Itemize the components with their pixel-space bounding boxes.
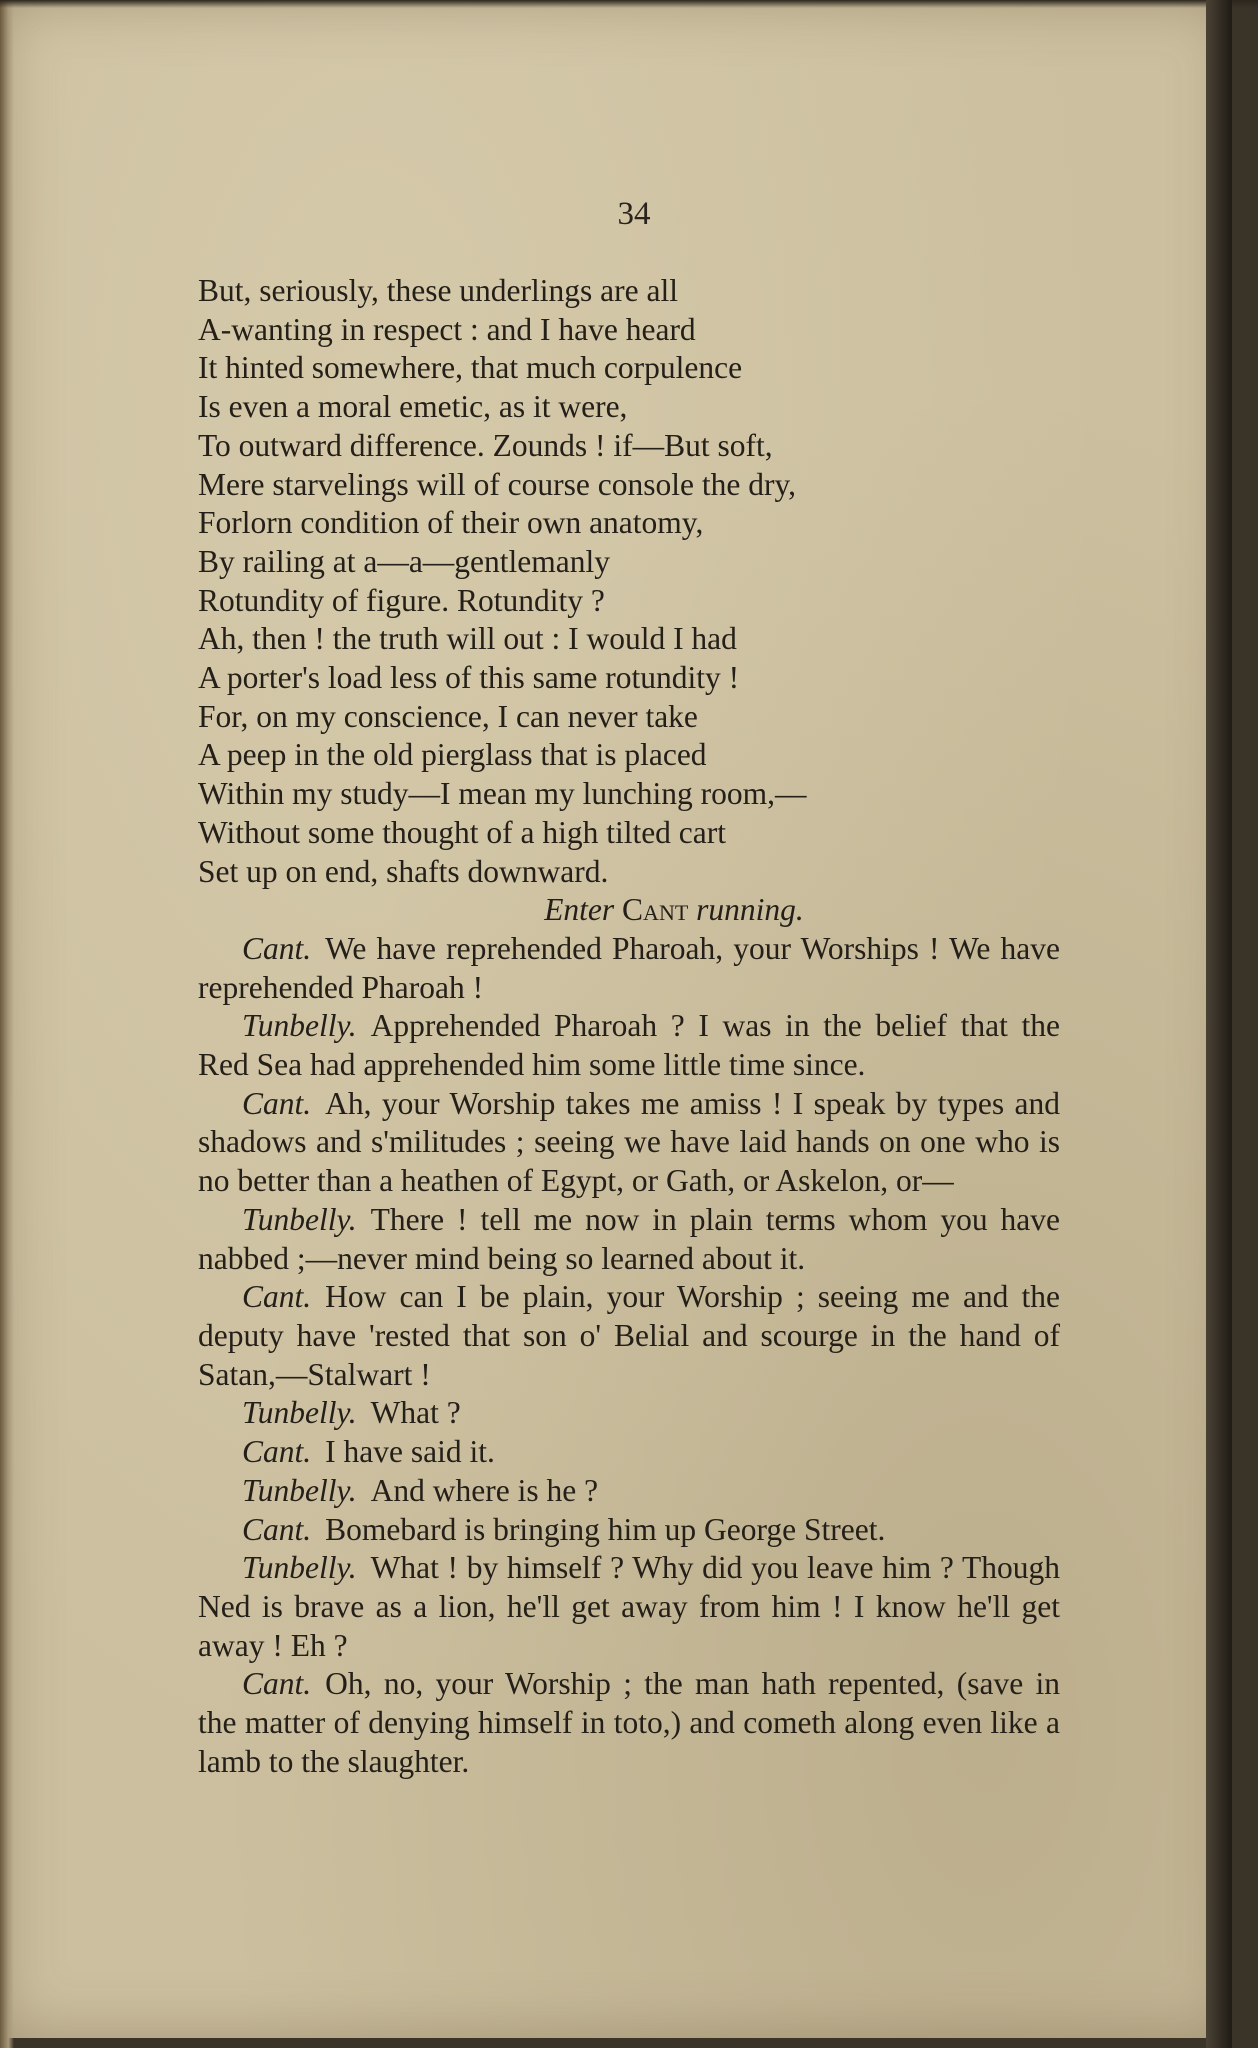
- speaker-name: Cant.: [242, 1434, 312, 1470]
- speech-paragraph: [198, 1433, 1060, 1472]
- speech-paragraph: [198, 1201, 1060, 1278]
- speaker-name: Tunbelly.: [242, 1008, 357, 1044]
- verse-line: But, seriously, these underlings are all: [198, 273, 678, 308]
- speaker-name: Cant.: [242, 1085, 312, 1121]
- page-text: [198, 272, 1060, 1781]
- speech-paragraph: [198, 1511, 1060, 1550]
- speech-paragraph: [198, 1472, 1060, 1511]
- speech-text: What ?: [370, 1395, 461, 1431]
- speech-text: Apprehended Pharoah ? I was in the belief that the Red Sea had apprehended him some little time since.: [198, 1008, 1060, 1083]
- speech-text: And where is he ?: [370, 1472, 599, 1508]
- speaker-name: Cant.: [242, 1279, 312, 1315]
- speech-paragraph: [198, 1394, 1060, 1433]
- verse-line: Mere starvelings will of course console the dry,: [198, 466, 797, 502]
- speaker-name: Cant.: [242, 1666, 312, 1702]
- speaker-name: Cant.: [242, 930, 312, 966]
- speech-paragraph: [198, 930, 1060, 1007]
- speaker-name: Tunbelly.: [242, 1550, 357, 1586]
- stage-direction: [198, 891, 1060, 930]
- speech-paragraph: [198, 1278, 1060, 1394]
- speech-text: Bomebard is bringing him up George Street.: [325, 1511, 886, 1547]
- speech-text: Ah, your Worship takes me amiss ! I speak by types and shadows and s'militudes ; seeing we have laid hands on one who is no better than a heathen of Egypt, or Gath, or Askelon, or—: [198, 1085, 1060, 1199]
- verse-line: Is even a moral emetic, as it were,: [198, 389, 628, 425]
- verse-line: A-wanting in respect : and I have heard: [198, 311, 696, 347]
- verse-line: By railing at a—a—gentlemanly: [198, 543, 611, 579]
- verse-line: Set up on end, shafts downward.: [198, 853, 609, 889]
- stage-direction-enter: Enter: [544, 892, 615, 928]
- stage-direction-character: Cant: [622, 892, 689, 928]
- verse-line: Without some thought of a high tilted cart: [198, 814, 727, 850]
- verse-line: Within my study—I mean my lunching room,—: [198, 776, 807, 812]
- verse-block: [198, 272, 1060, 891]
- speech-text: What ! by himself ? Why did you leave him ? Though Ned is brave as a lion, he'll get away from him ! I know he'll get away ! Eh ?: [198, 1550, 1060, 1663]
- verse-line: To outward difference. Zounds ! if—But soft,: [198, 427, 773, 463]
- verse-line: Ah, then ! the truth will out : I would I had: [198, 621, 737, 657]
- speech-paragraph: [198, 1007, 1060, 1084]
- speech-text: I have said it.: [325, 1434, 495, 1470]
- speaker-name: Cant.: [242, 1511, 312, 1547]
- speaker-name: Tunbelly.: [242, 1395, 357, 1431]
- speaker-name: Tunbelly.: [242, 1472, 357, 1508]
- speech-paragraph: [198, 1665, 1060, 1781]
- page-spine-shadow: [0, 0, 14, 2048]
- page-number: 34: [617, 196, 651, 232]
- page-right-edge: [1206, 0, 1232, 2048]
- speech-paragraph: [198, 1085, 1060, 1201]
- verse-line: For, on my conscience, I can never take: [198, 698, 698, 734]
- verse-line: Forlorn condition of their own anatomy,: [198, 505, 704, 541]
- page-top-edge: [0, 0, 1258, 8]
- speaker-name: Tunbelly.: [242, 1201, 357, 1237]
- stage-direction-action: running.: [696, 892, 804, 928]
- speech-text: How can I be plain, your Worship ; seeing me and the deputy have 'rested that son o' Belial and scourge in the hand of Satan,—Stalwart !: [198, 1279, 1060, 1392]
- speech-text: We have reprehended Pharoah, your Worships ! We have reprehended Pharoah !: [198, 930, 1060, 1005]
- verse-line: A peep in the old pierglass that is placed: [198, 737, 707, 773]
- verse-line: It hinted somewhere, that much corpulence: [198, 350, 743, 386]
- speech-text: There ! tell me now in plain terms whom you have nabbed ;—never mind being so learned about it.: [198, 1201, 1060, 1276]
- speech-text: Oh, no, your Worship ; the man hath repented, (save in the matter of denying himself in toto,) and cometh along even like a lamb to the slaughter.: [198, 1666, 1060, 1779]
- speech-paragraph: [198, 1549, 1060, 1665]
- verse-line: A porter's load less of this same rotundity !: [198, 660, 740, 696]
- verse-line: Rotundity of figure. Rotundity ?: [198, 582, 605, 618]
